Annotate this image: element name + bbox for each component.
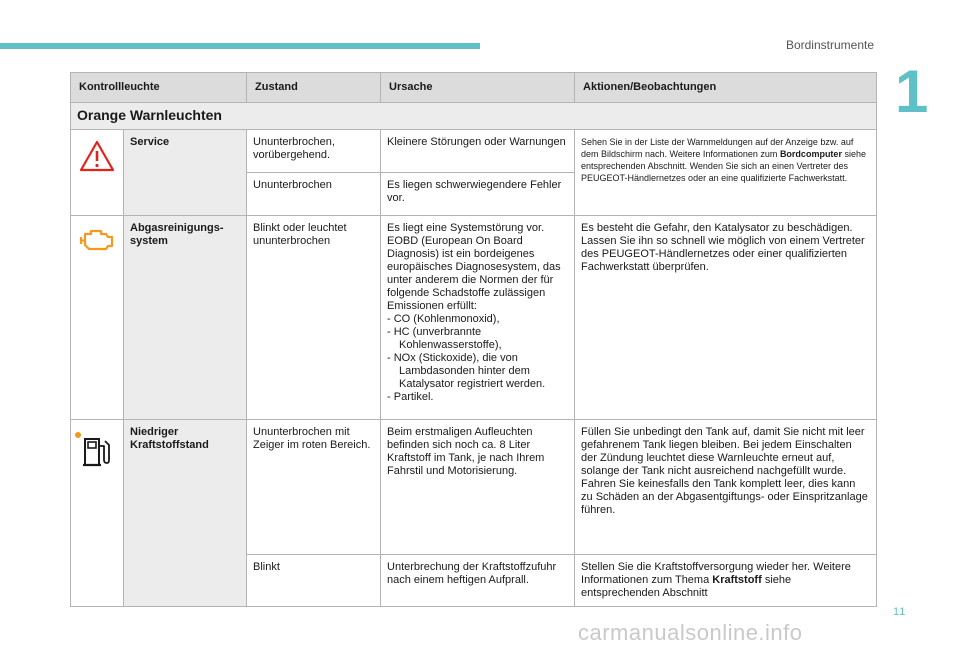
zustand-cell: Ununterbrochen [247,173,381,216]
list-item: - HC (unverbrannte Kohlenwasserstoffe), [387,326,502,351]
column-header-zustand: Zustand [247,73,381,103]
zustand-cell: Ununterbrochen, vorübergehend. [247,130,381,173]
aktion-text: siehe entsprechenden Abschnitt [581,574,792,599]
table-row-abgas [71,216,877,420]
column-header-kontrollleuchte: Kontrollleuchte [71,73,247,103]
warning-lights-table [70,72,877,607]
group-row [71,103,877,130]
table-row-kraftstoff-1 [71,420,877,555]
aktion-cell-service [575,130,877,216]
list-item: - CO (Kohlenmonoxid), [387,313,500,325]
aktion-cell: Füllen Sie unbedingt den Tank auf, damit Sie nicht mit leer gefahrenem Tank liegen bleiben. Bei jedem Einschalten der Zündung leuchtet diese Warnleuchte erneut auf, solange der Tank nicht ausreichend nachgefüllt wurde. Fahren Sie keinesfalls den Tank komplett leer, dies kann zu Schäden an der Abgasentgiftungs- oder Einspritzanlage führen. [575,420,877,555]
table-row-service-1 [71,130,877,173]
column-header-ursache: Ursache [381,73,575,103]
icon-cell-abgas [71,216,124,420]
column-header-aktionen: Aktionen/Beobachtungen [575,73,877,103]
zustand-cell: Blinkt [247,555,381,607]
ursache-cell: Es liegen schwerwiegendere Fehler vor. [381,173,575,216]
row-name-kraftstoff: Niedriger Kraftstoffstand [124,420,247,607]
ursache-cell: Beim erstmaligen Aufleuchten befinden sich noch ca. 8 Liter Kraftstoff im Tank, je nach Ihrem Fahrstil und Motorisierung. [381,420,575,555]
warning-triangle-icon [79,140,115,172]
fuel-pump-icon [82,436,112,468]
list-item: - Partikel. [387,391,434,403]
icon-cell-kraftstoff [71,420,124,607]
pollutant-list [387,313,568,404]
aktion-cell: Es besteht die Gefahr, den Katalysator zu beschädigen. Lassen Sie ihn so schnell wie möglich von einem Vertreter des PEUGEOT-Händlernetzes oder einer qualifizierten Fachwerkstatt überprüfen. [575,216,877,420]
icon-cell-service [71,130,124,216]
aktion-cell [575,555,877,607]
aktion-text: siehe entsprechenden Abschnitt. Wenden Sie sich an einen Vertreter des PEUGEOT-Händlernetzes oder an eine qualifizierte Fachwerkstatt. [581,149,866,183]
aktion-link-bordcomputer: Bordcomputer [779,149,842,159]
top-accent-bar [0,43,480,49]
aktion-text: Sehen Sie in der Liste der Warnmeldungen auf der Anzeige bzw. auf dem Bildschirm nach. Weitere Informationen zum [581,137,854,159]
aktion-link-kraftstoff: Kraftstoff [712,574,762,586]
watermark: carmanualsonline.info [578,620,803,645]
row-name-service: Service [124,130,247,216]
row-name-abgas: Abgasreinigungs-system [124,216,247,420]
zustand-cell: Blinkt oder leuchtet ununterbrochen [247,216,381,420]
table-header-row [71,73,877,103]
page-number: 11 [893,606,907,618]
chapter-number: 1 [895,58,929,125]
aktion-text: Stellen Sie die Kraftstoffversorgung wieder her. Weitere Informationen zum Thema [581,561,851,586]
group-title: Orange Warnleuchten [71,103,877,130]
ursache-cell: Kleinere Störungen oder Warnungen [381,130,575,173]
ursache-cell [381,216,575,420]
section-title: Bordinstrumente [785,38,874,52]
ursache-cell: Unterbrechung der Kraftstoffzufuhr nach einem heftigen Aufprall. [381,555,575,607]
engine-icon [79,228,115,252]
zustand-cell: Ununterbrochen mit Zeiger im roten Bereich. [247,420,381,555]
ursache-intro: Es liegt eine Systemstörung vor. EOBD (European On Board Diagnosis) ist ein bordeigenes europäisches Diagnosesystem, das unter anderem die Normen der für folgende Schadstoffe zulässigen Emissionen erfüllt: [387,222,561,312]
list-item: - NOx (Stickoxide), die von Lambdasonden hinter dem Katalysator registriert werden. [387,352,546,390]
